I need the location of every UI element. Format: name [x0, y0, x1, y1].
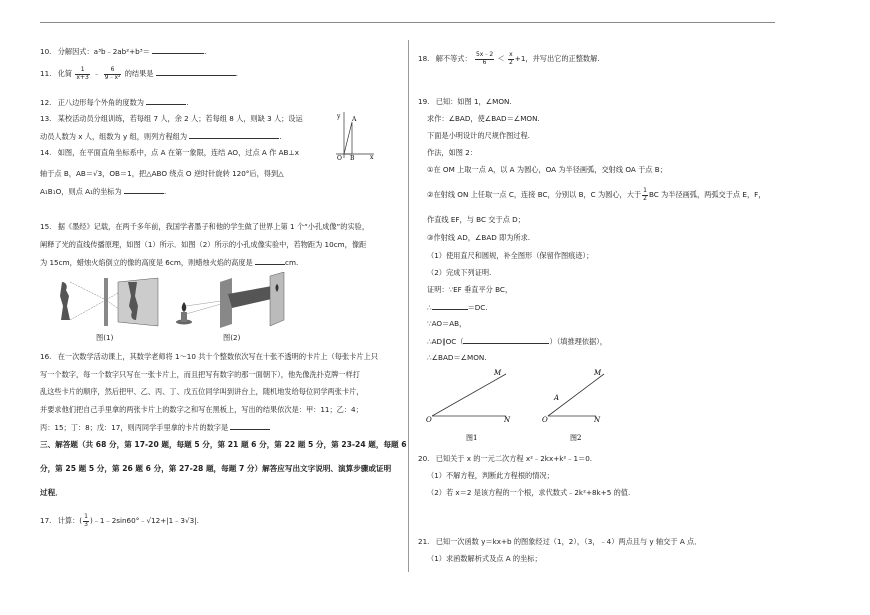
question-21: 21. 已知一次函数 y＝kx+b 的图象经过（1，2），（3，﹣4）两点且与 y 轴交于 A 点．	[418, 537, 702, 546]
left-column: 10. 分解因式：a³b﹣2ab²+b³＝ . 11. 化简 $\frac{1}{x+3}$ ﹣ $\frac{6}{\text{9﹣x²}}$ 的结果是 . 12. 正八边形每个外角的度数为 . 13. 某校活动员分组训练，若每组 7 人，余 2 人；若每组 8 人，则缺 3 人；设运 动员人数为 x 人，组数为 y 组，则列方程组为 . 14. 如图，在平面直角坐标系中，点 A 在第一象限，连结 AO，过点 A 作 AB⊥x 轴于点 B，AB＝√3，OB＝1，把△ABO 绕点 O 逆时针旋转 120°后，得到△ A₁B₁O，则点 A₁的坐标为 . y x A O B 15. 据《墨经》记载，在两千多年前，我国学者墨子和他的学生做了世界上第 1 个“小孔成像”的实验， 阐释了光的直线传播原理，如图（1）所示．如图（2）所示的小孔成像实验中，若物距为 10cm，像距 为 15cm，蜡烛火焰倒立的像的高度是 6cm，则蜡烛火焰的高度是 cm. 图(1) 图(2) 16. 在一次数学活动课上，其数学老师将 1～10 共十个整数依次写在十张不透明的卡片上（每张卡片上只 写一个数字，每一个数字只写在一张卡片上，而且把写有数字的那一面朝下），他先像洗扑克牌一样打 乱这些卡片的顺序，然后把甲、乙、丙、丁、戊五位同学叫到讲台上，随机地发给每位同学两张卡片， 并要求他们把自己手里拿的两张卡片上的数字之和写在黑板上，写出的结果依次是：甲：11；乙：4； 丙：15；丁：8；戊：17，则丙同学手里拿的卡片的数字是 三、解答题（共 68 分，第 17-20 题，每题 5 分，第 21 题 6 分，第 22 题 5 分，第 23-24 题，每题 6 分，第 25 题 5 分，第 26 题 6 分，第 27-28 题，每题 7 分）解答应写出文字说明、演算步骤或证明 过程． 17. 计算：( $\frac{1}{3}$ )﹣1﹣2sin60°﹣√12+|1﹣3√3|.	[40, 47, 407, 528]
pinhole-figure-1	[48, 276, 168, 328]
top-rule	[40, 22, 775, 23]
point-label: A	[352, 116, 357, 123]
answer-blank	[432, 302, 468, 310]
fraction: $\frac{1}{x+3}$	[76, 66, 89, 81]
question-20: 20. 已知关于 x 的一元二次方程 x²﹣2kx+k²﹣1＝0.	[418, 454, 593, 463]
right-column: 18. 解不等式： $\frac{5x﹣2}{6}$ ＜ $\frac{x}{2}$ +1，并写出它的正整数解. 19. 已知：如图 1，∠MON. 求作：∠BAD，使∠BAD＝∠MON. 下面是小明设计的尺规作图过程. 作法，如图 2： ①在 OM 上取一点 A，以 A 为圆心，OA 为半径画弧，交射线 OA 于点 B； ②在射线 ON 上任取一点 C，连接 BC，分别以 B，C 为圆心，大于 $\frac{1}{2}$ BC 为半径画弧，两弧交于点 E，F， 作直线 EF，与 BC 交于点 D； ③作射线 AD，∠BAD 即为所求. （1）使用直尺和圆规，补全图形（保留作图痕迹）； （2）完成下列证明. 证明：∵EF 垂直平分 BC， ∴ ＝DC. ∵AO＝AB， ∴AD∥OC（ ）（填推理依据）， ∴∠BAD＝∠MON. M O N 图1 M A O N 图2 20. 已知关于 x 的一元二次方程 x²﹣2kx+k²﹣1＝0. （1）不解方程，判断此方程根的情况； （2）若 x＝2 是该方程的一个根，求代数式﹣2k²+8k+5 的值. 21. 已知一次函数 y＝kx+b 的图象经过（1，2），（3，﹣4）两点且与 y 轴交于 A 点． （1）求函数解析式及点 A 的坐标；	[418, 51, 766, 563]
question-number: 18.	[418, 54, 430, 64]
proof-line: ∴ ＝DC.	[427, 303, 488, 312]
fraction: $\frac{1}{2}$	[643, 187, 647, 202]
svg-text:O: O	[426, 416, 432, 424]
pinhole-figure-2	[172, 272, 322, 330]
answer-blank	[124, 186, 164, 194]
figure-caption: 图2	[570, 434, 582, 442]
axis-label: y	[337, 113, 341, 120]
question-13: 13. 某校活动员分组训练，若每组 7 人，余 2 人；若每组 8 人，则缺 3 人；设运	[40, 114, 303, 123]
q19-angle-figures	[424, 368, 624, 444]
answer-blank	[189, 131, 279, 139]
q14-coordinate-figure	[332, 110, 376, 160]
question-18: 18. 解不等式： $\frac{5x﹣2}{6}$ ＜ $\frac{x}{2}$ +1，并写出它的正整数解.	[418, 51, 600, 66]
question-text: 分解因式：a³b﹣2ab²+b³＝	[57, 47, 150, 56]
question-number: 11.	[40, 69, 52, 79]
answer-blank	[152, 46, 204, 54]
construction-step-2: ②在射线 ON 上任取一点 C，连接 BC，分别以 B，C 为圆心，大于 $\frac{1}{2}$ BC 为半径画弧，两弧交于点 E，F，	[427, 187, 766, 202]
fraction: $\frac{1}{3}$	[84, 513, 88, 528]
question-number: 14.	[40, 148, 52, 157]
axis-label: x	[370, 154, 374, 160]
fraction: $\frac{x}{2}$	[508, 51, 513, 66]
answer-blank	[146, 97, 186, 105]
question-14: 14. 如图，在平面直角坐标系中，点 A 在第一象限，连结 AO，过点 A 作 AB⊥x	[40, 148, 299, 157]
question-number: 20.	[418, 454, 430, 463]
proof-line: ∴∠BAD＝∠MON.	[427, 353, 487, 362]
question-number: 12.	[40, 98, 52, 107]
construction-step-3: ③作射线 AD，∠BAD 即为所求.	[427, 233, 531, 242]
figure-caption: 图(2)	[223, 333, 241, 342]
question-15: 15. 据《墨经》记载，在两千多年前，我国学者墨子和他的学生做了世界上第 1 个“小孔成像”的实验，	[40, 222, 370, 231]
construction-step-1: ①在 OM 上取一点 A，以 A 为圆心，OA 为半径画弧，交射线 OA 于点 B；	[427, 165, 667, 174]
question-11: 11. 化简 $\frac{1}{x+3}$ ﹣ $\frac{6}{\text{9﹣x²}}$ 的结果是 .	[40, 66, 239, 81]
svg-text:M: M	[594, 369, 602, 377]
section-3-heading: 三、解答题（共 68 分，第 17-20 题，每题 5 分，第 21 题 6 分，第 22 题 5 分，第 23-24 题，每题 6	[40, 440, 407, 449]
question-10: 10. 分解因式：a³b﹣2ab²+b³＝ .	[40, 47, 207, 56]
point-label: O	[337, 155, 342, 160]
column-divider	[408, 40, 409, 572]
answer-blank	[255, 257, 285, 265]
answer-blank	[230, 422, 270, 430]
question-19: 19. 已知：如图 1，∠MON.	[418, 97, 512, 106]
proof-line: ∵AO＝AB，	[427, 319, 467, 328]
question-number: 19.	[418, 97, 430, 106]
svg-text:N: N	[594, 416, 601, 424]
fraction: $\frac{5x﹣2}{6}$	[475, 51, 494, 66]
svg-text:O: O	[542, 416, 548, 424]
question-16: 16. 在一次数学活动课上，其数学老师将 1～10 共十个整数依次写在十张不透明的卡片上（每张卡片上只	[40, 352, 378, 361]
question-number: 15.	[40, 222, 52, 231]
figure-caption: 图1	[466, 434, 478, 442]
svg-text:A: A	[554, 394, 560, 402]
proof-line: 证明：∵EF 垂直平分 BC，	[427, 285, 513, 294]
figure-caption: 图(1)	[96, 333, 114, 342]
point-label: B	[350, 155, 355, 160]
question-number: 17.	[40, 516, 52, 526]
question-12: 12. 正八边形每个外角的度数为 .	[40, 98, 189, 107]
question-number: 10.	[40, 47, 52, 56]
fraction: $\frac{6}{\text{9﹣x²}}$	[104, 66, 121, 81]
question-17: 17. 计算：( $\frac{1}{3}$ )﹣1﹣2sin60°﹣√12+|1﹣3√3|.	[40, 513, 199, 528]
question-number: 13.	[40, 114, 52, 123]
question-number: 21.	[418, 537, 430, 546]
svg-text:M: M	[494, 369, 502, 377]
svg-text:N: N	[504, 416, 511, 424]
answer-blank	[463, 336, 549, 344]
proof-line: ∴AD∥OC（ ）（填推理依据），	[427, 337, 607, 346]
question-number: 16.	[40, 352, 52, 361]
answer-blank	[156, 68, 236, 76]
